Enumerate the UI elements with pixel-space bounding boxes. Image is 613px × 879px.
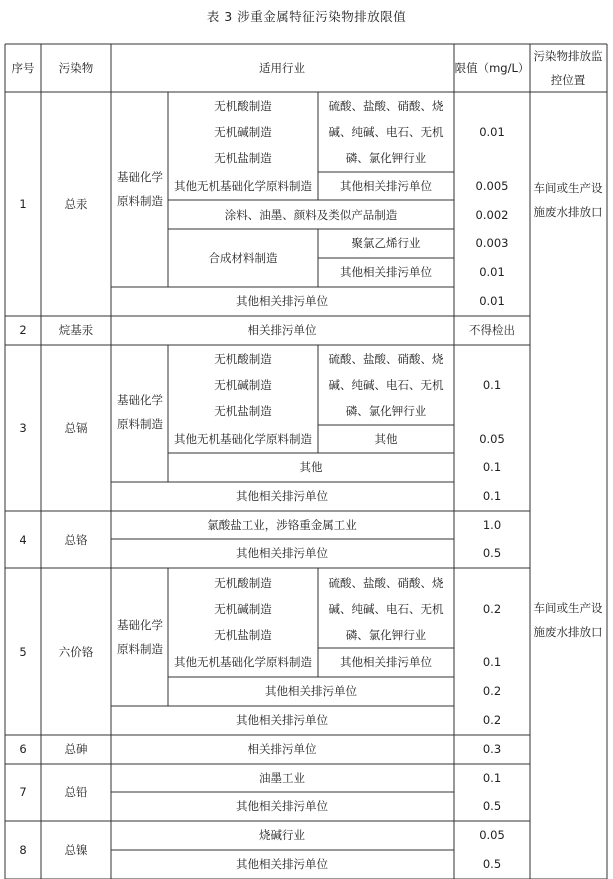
industry-category: 基础化学原料制造 xyxy=(117,170,163,208)
pollutant-name: 总砷 xyxy=(64,742,88,756)
limit-value: 0.1 xyxy=(482,378,502,392)
industry-item: 无机盐制造 xyxy=(214,628,272,642)
header-monitor: 污染物排放监控位置 xyxy=(533,49,603,87)
limit-value: 0.2 xyxy=(482,602,502,616)
limit-value: 0.3 xyxy=(482,742,502,756)
row-no: 8 xyxy=(19,843,27,857)
pollutant-name: 六价铬 xyxy=(58,645,94,659)
industry-item: 其他无机基础化学原料制造 xyxy=(174,655,312,669)
limit-value: 0.05 xyxy=(479,828,505,842)
industry-item: 相关排污单位 xyxy=(247,323,317,337)
industry-item: 烧碱行业 xyxy=(259,828,305,842)
industry-item: 无机碱制造 xyxy=(214,602,272,616)
industry-item: 其他相关排污单位 xyxy=(236,857,328,871)
limit-value: 0.1 xyxy=(482,771,502,785)
row-no: 6 xyxy=(19,742,27,756)
industry-item: 其他相关排污单位 xyxy=(236,546,328,560)
industry-item: 其他无机基础化学原料制造 xyxy=(174,179,312,193)
industry-item: 合成材料制造 xyxy=(208,251,278,265)
row-no: 3 xyxy=(19,421,27,435)
industry-item: 相关排污单位 xyxy=(247,742,317,756)
industry-category: 基础化学原料制造 xyxy=(117,393,163,431)
industry-subitem: 硫酸、盐酸、硝酸、烧碱、纯碱、电石、无机磷、氯化钾行业 xyxy=(328,99,444,165)
limit-value: 0.2 xyxy=(482,713,502,727)
industry-subitem: 聚氯乙烯行业 xyxy=(351,236,421,250)
industry-item: 其他相关排污单位 xyxy=(265,684,357,698)
limit-value: 0.2 xyxy=(482,684,502,698)
header-pollutant: 污染物 xyxy=(58,61,94,75)
limit-value: 不得检出 xyxy=(469,323,515,337)
industry-item: 其他无机基础化学原料制造 xyxy=(174,432,312,446)
industry-item: 无机碱制造 xyxy=(214,378,272,392)
header-limit: 限值（mg/L） xyxy=(454,61,530,75)
pollutant-name: 总镉 xyxy=(64,421,88,435)
row-no: 5 xyxy=(19,645,27,659)
limit-value: 0.05 xyxy=(479,432,505,446)
industry-item: 无机酸制造 xyxy=(214,576,272,590)
industry-item: 无机盐制造 xyxy=(214,151,272,165)
limit-value: 0.5 xyxy=(482,546,502,560)
industry-item: 其他相关排污单位 xyxy=(236,489,328,503)
limit-value: 0.1 xyxy=(482,655,502,669)
limit-value: 0.1 xyxy=(482,489,502,503)
pollutant-name: 总铬 xyxy=(64,533,88,547)
industry-subitem: 其他相关排污单位 xyxy=(340,655,432,669)
limit-value: 0.002 xyxy=(475,208,509,222)
pollutant-name: 烷基汞 xyxy=(58,323,94,337)
industry-item: 其他 xyxy=(299,460,323,474)
industry-item: 无机酸制造 xyxy=(214,99,272,113)
limit-value: 0.01 xyxy=(479,265,505,279)
industry-item: 其他相关排污单位 xyxy=(236,294,328,308)
row-no: 4 xyxy=(19,533,27,547)
header-no: 序号 xyxy=(11,61,35,75)
row-no: 2 xyxy=(19,323,27,337)
industry-item: 油墨工业 xyxy=(259,771,305,785)
industry-item: 无机盐制造 xyxy=(214,404,272,418)
industry-item: 涂料、油墨、颜料及类似产品制造 xyxy=(224,208,398,222)
industry-subitem: 硫酸、盐酸、硝酸、烧碱、纯碱、电石、无机磷、氯化钾行业 xyxy=(328,352,444,418)
industry-item: 其他相关排污单位 xyxy=(236,713,328,727)
limit-value: 1.0 xyxy=(482,518,502,532)
industry-subitem: 其他相关排污单位 xyxy=(340,179,432,193)
pollutant-name: 总镍 xyxy=(64,843,88,857)
industry-item: 其他相关排污单位 xyxy=(236,799,328,813)
industry-item: 无机酸制造 xyxy=(214,352,272,366)
industry-subitem: 其他相关排污单位 xyxy=(340,265,432,279)
industry-item: 无机碱制造 xyxy=(214,125,272,139)
limit-value: 0.005 xyxy=(475,179,509,193)
industry-category: 基础化学原料制造 xyxy=(117,618,163,656)
industry-item: 氯酸盐工业，涉铬重金属工业 xyxy=(207,518,357,532)
monitor-location: 车间或生产设施废水排放口 xyxy=(533,601,603,639)
row-no: 1 xyxy=(19,197,27,211)
header-industry: 适用行业 xyxy=(259,61,305,75)
limit-value: 0.01 xyxy=(479,294,505,308)
limit-value: 0.1 xyxy=(482,460,502,474)
limit-value: 0.5 xyxy=(482,857,502,871)
limit-value: 0.003 xyxy=(475,236,509,250)
limit-value: 0.01 xyxy=(479,125,505,139)
pollutant-name: 总铅 xyxy=(64,785,88,799)
industry-subitem: 硫酸、盐酸、硝酸、烧碱、纯碱、电石、无机磷、氯化钾行业 xyxy=(328,576,444,642)
pollutant-name: 总汞 xyxy=(64,197,88,211)
monitor-location: 车间或生产设施废水排放口 xyxy=(533,181,603,219)
row-no: 7 xyxy=(19,785,27,799)
table-title: 表 3 涉重金属特征污染物排放限值 xyxy=(206,9,407,24)
limit-value: 0.5 xyxy=(482,799,502,813)
industry-subitem: 其他 xyxy=(374,432,398,446)
